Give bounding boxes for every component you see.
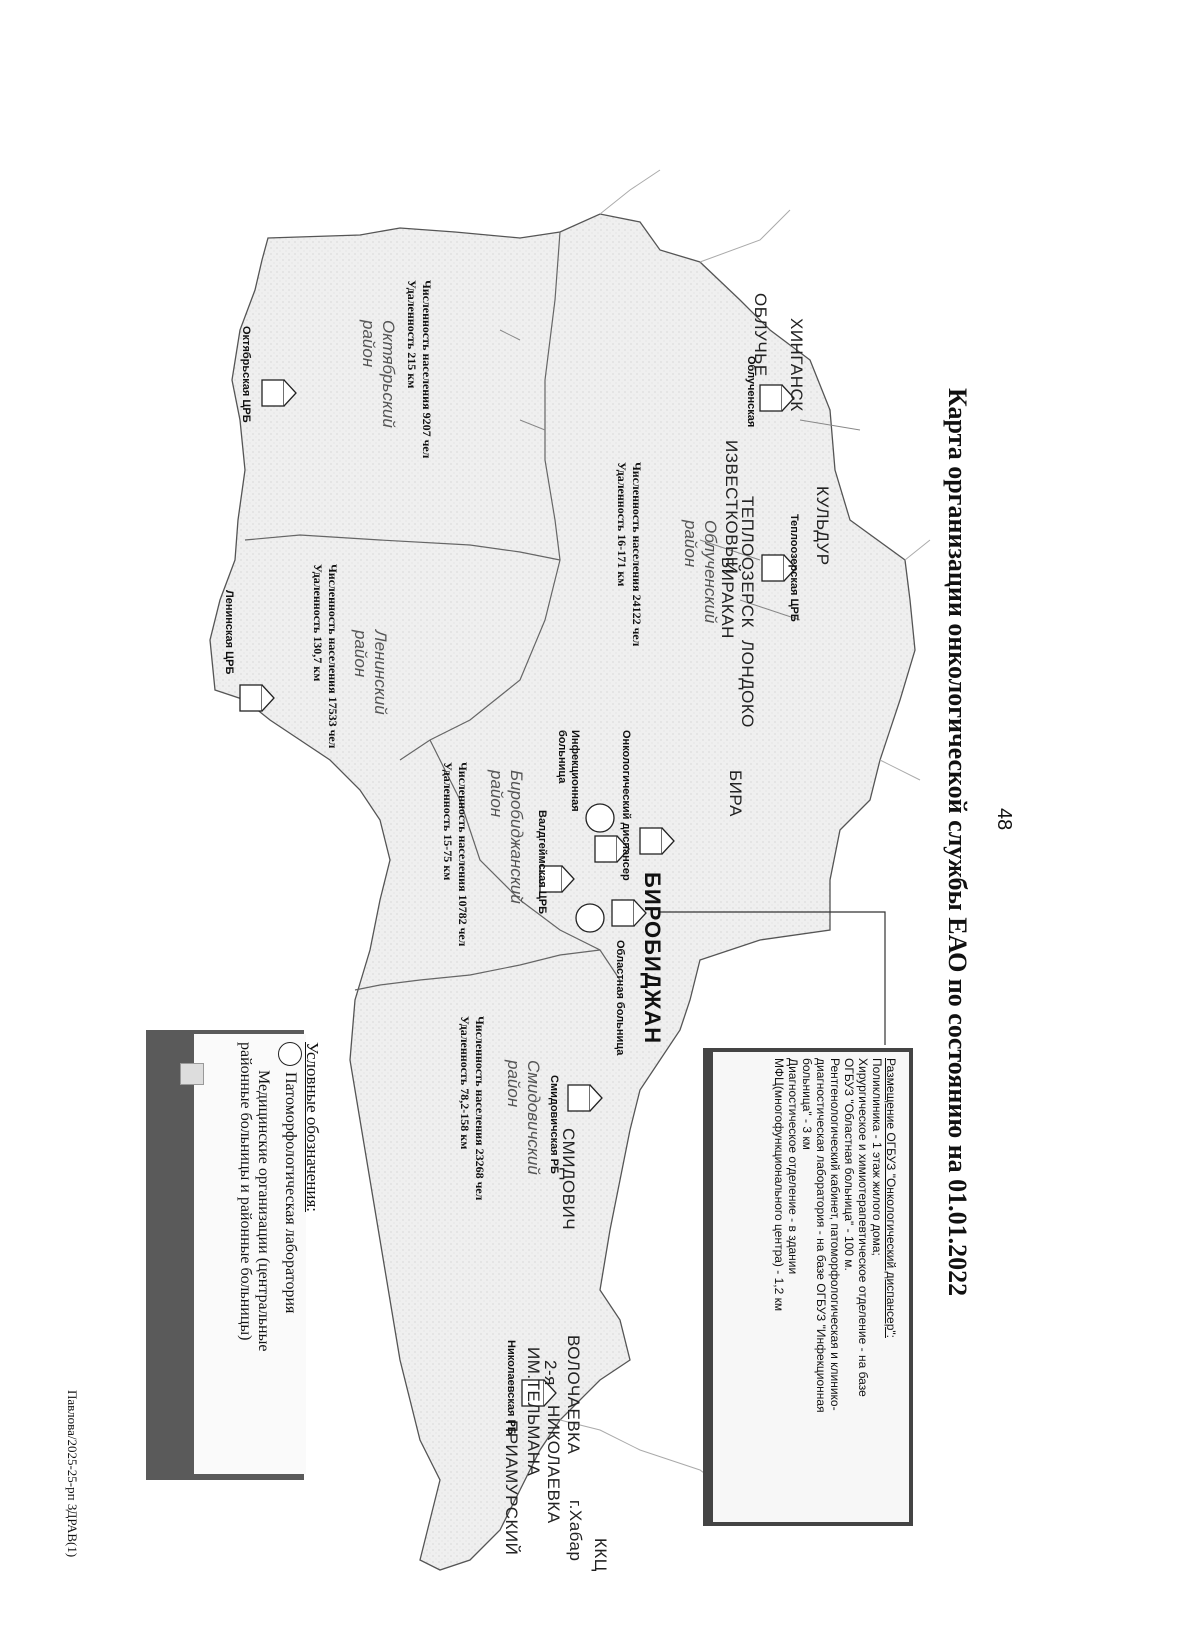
info-line: Рентгенологический кабинет, патоморфологическая и клинико-	[828, 1058, 842, 1411]
facility-nikolaevskaya-rb: Николаевская РБ	[505, 1340, 517, 1435]
population-text: Численность населения 9207 чел	[420, 280, 434, 459]
info-line: ОГБУЗ "Областная больница" - 100 м.	[842, 1058, 856, 1271]
info-box	[772, 1058, 898, 1413]
legend-title: Условные обозначения:	[303, 1042, 322, 1213]
footer-code: Павлова/2025-25-рп ЗДРАВ(1)	[65, 1390, 80, 1558]
info-line: Хирургическое и химиотерапевтическое отделение - на базе	[856, 1058, 870, 1397]
info-line: Поликлиника - 1 этаж жилого дома;	[870, 1058, 884, 1256]
population-text: Численность населения 24122 чел	[630, 462, 644, 647]
district-leninsky: Ленинский район	[351, 630, 390, 715]
place-kkts: ККЦ	[591, 1538, 610, 1572]
facility-oblastnaya: Областная больница	[614, 940, 626, 1056]
lab-circle-icon	[576, 904, 604, 932]
info-line: диагностическая лаборатория - на базе ОГБУЗ "Инфекционная	[814, 1058, 828, 1413]
distance-text: Удаленность 130,7 км	[311, 564, 325, 682]
facility-obluchenskaya: Облученская	[745, 356, 757, 428]
facility-valdgeim-crb: Валдгеймская ЦРБ	[536, 810, 548, 914]
district-oktyabrsky: Октябрьский район	[359, 320, 398, 428]
place-volochaevka: ВОЛОЧАЕВКА	[564, 1335, 583, 1455]
facility-teploozerskaya-crb: Теплоозерская ЦРБ	[788, 514, 800, 622]
page-title: Карта организации онкологической службы ЕАО по состоянию на 01.01.2022	[943, 388, 972, 1297]
facility-leninskaya-crb: Ленинская ЦРБ	[223, 590, 235, 675]
legend	[236, 1042, 322, 1351]
legend-med-line1: Медицинские организации (центральные	[255, 1070, 272, 1352]
facility-smidovichskaya-rb: Смидовичская РБ	[548, 1075, 560, 1174]
distance-text: Удаленность 78,2-158 км	[458, 1016, 472, 1150]
distance-text: Удаленность 16-171 км	[615, 462, 629, 587]
facility-oncology-dispensary: Онкологический диспансер	[620, 730, 632, 881]
stat-smidovichsky	[457, 1016, 487, 1200]
district-birobidzhansky: Биробиджанский район	[487, 770, 526, 904]
distance-text: Удаленность 15-75 км	[441, 762, 455, 881]
legend-item-lab	[278, 1042, 302, 1351]
stat-oktyabrsky	[404, 280, 434, 458]
legend-hospital-swatch	[180, 1063, 204, 1085]
legend-med-line2: районные больницы и районные больницы)	[237, 1042, 254, 1341]
lab-circle-icon	[586, 804, 614, 832]
place-im-telmana: ИМ.ТЕЛЬМАНА	[524, 1347, 543, 1477]
place-obluchye: ОБЛУЧЬЕ	[751, 293, 770, 377]
facility-infectious: Инфекционная больница	[556, 730, 581, 812]
place-birobidzhan: БИРОБИДЖАН	[640, 872, 665, 1045]
info-line: Диагностическое отделение - в здании	[786, 1058, 800, 1275]
place-smidovich: СМИДОВИЧ	[559, 1128, 578, 1231]
place-nikolaevka: НИКОЛАЕВКА	[544, 1405, 563, 1524]
place-londoko: ЛОНДОКО	[738, 640, 757, 728]
facility-oktyabrskaya-crb: Октябрьская ЦРБ	[240, 326, 252, 423]
stat-leninsky	[310, 564, 340, 748]
place-bira: БИРА	[726, 770, 745, 817]
population-text: Численность населения 10782 чел	[456, 762, 470, 947]
info-line: больница" - 3 км	[800, 1058, 814, 1150]
district-obluchensky: Облученский район	[681, 520, 720, 624]
info-line: МФЦ(многофункционального центра) - 1,2 км	[772, 1058, 786, 1312]
distance-text: Удаленность 215 км	[405, 280, 419, 389]
legend-lab-label: Патоморфологическая лаборатория	[282, 1072, 299, 1314]
population-text: Численность населения 23268 чел	[473, 1016, 487, 1201]
place-kuldur: КУЛЬДУР	[813, 486, 832, 566]
place-volochaevka-num: 2-я	[541, 1360, 560, 1386]
population-text: Численность населения 17533 чел	[326, 564, 340, 749]
place-birakan: БИРАКАН	[718, 557, 737, 639]
page-number: 48	[993, 808, 1015, 831]
place-khabarovsk: г.Хабар	[566, 1500, 585, 1562]
info-heading: Размещение ОГБУЗ "Онкологический диспансер":	[884, 1058, 898, 1338]
place-priamursky: ПРИАМУРСКИЙ	[502, 1420, 521, 1556]
district-smidovichsky: Смидовичский район	[504, 1060, 543, 1175]
place-khingansk: ХИНГАНСК	[787, 318, 806, 412]
stat-obluchensky	[614, 462, 644, 646]
stat-birobidzhansky	[440, 762, 470, 946]
place-teplozersk: ТЕПЛООЗЕРСК	[738, 496, 757, 628]
lab-circle-icon	[278, 1042, 302, 1066]
place-izvestkovy: ИЗВЕСТКОВЫЙ	[722, 440, 741, 575]
